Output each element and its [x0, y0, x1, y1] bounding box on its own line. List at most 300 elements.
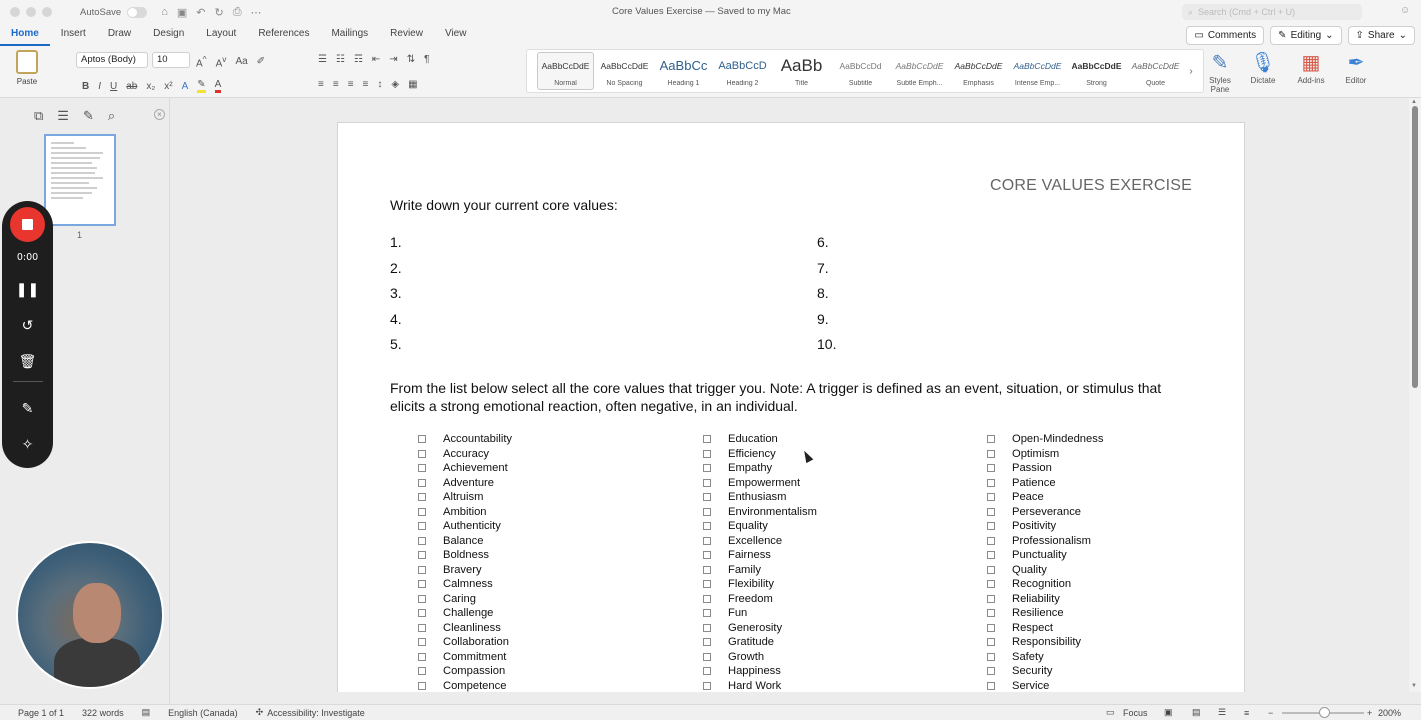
value-label: Altruism: [443, 491, 484, 504]
tab-references[interactable]: References: [258, 28, 310, 39]
draw-pen-icon[interactable]: ✎: [21, 400, 34, 416]
value-label: Positivity: [1012, 520, 1057, 533]
more-icon[interactable]: ⋯: [250, 6, 262, 19]
value-label: Compassion: [443, 665, 506, 678]
value-row: [987, 461, 1103, 476]
value-row: [418, 461, 512, 476]
search-placeholder: Search (Cmd + Ctrl + U): [1198, 7, 1296, 17]
value-checkbox[interactable]: [987, 537, 995, 545]
draft-view-icon[interactable]: ≡: [1244, 707, 1250, 718]
value-row: [418, 664, 512, 679]
value-row: [703, 621, 817, 636]
zoom-level[interactable]: 200%: [1378, 707, 1402, 718]
comments-button[interactable]: [1186, 26, 1264, 45]
list-number: 2.: [390, 259, 402, 276]
value-row: [418, 519, 512, 534]
bullets-icon[interactable]: ☰: [318, 54, 327, 65]
value-checkbox[interactable]: [703, 653, 711, 661]
value-checkbox[interactable]: [418, 537, 426, 545]
home-icon[interactable]: ⌂: [161, 5, 168, 18]
style-name: Intense Emp...: [1014, 80, 1061, 87]
value-label: Freedom: [728, 592, 773, 605]
value-row: [987, 563, 1103, 578]
value-row: [418, 534, 512, 549]
value-checkbox[interactable]: [987, 508, 995, 516]
style-heading-1[interactable]: [655, 52, 712, 90]
value-row: [987, 519, 1103, 534]
search-field[interactable]: [1182, 4, 1362, 20]
font-size-select[interactable]: 10: [152, 52, 190, 68]
editor-icon: ✒: [1347, 52, 1365, 74]
tab-view[interactable]: View: [444, 28, 467, 39]
value-row: [703, 505, 817, 520]
notes-icon[interactable]: ✎: [82, 108, 94, 123]
value-checkbox[interactable]: [418, 450, 426, 458]
style-heading-2[interactable]: [714, 52, 771, 90]
value-checkbox[interactable]: [987, 435, 995, 443]
search-icon[interactable]: ⌕: [107, 108, 116, 123]
value-checkbox[interactable]: [418, 667, 426, 675]
value-label: Open-Mindedness: [1012, 433, 1104, 446]
screen-recorder-toolbar: [2, 201, 53, 468]
style-normal[interactable]: [537, 52, 594, 90]
value-row: [418, 606, 512, 621]
style-preview: AaBbCcDdE: [600, 61, 649, 71]
value-checkbox[interactable]: [418, 551, 426, 559]
focus-mode[interactable]: Focus: [1123, 707, 1148, 718]
chevron-down-icon: ⌄: [1398, 30, 1407, 41]
value-row: [987, 606, 1103, 621]
document-heading: CORE VALUES EXERCISE: [990, 177, 1192, 194]
value-checkbox[interactable]: [987, 624, 995, 632]
undo-icon[interactable]: ↶: [196, 6, 206, 19]
borders-icon[interactable]: ▦: [408, 79, 418, 90]
value-checkbox[interactable]: [418, 638, 426, 646]
value-checkbox[interactable]: [418, 682, 426, 690]
trigger-prompt: From the list below select all the core values that trigger you. Note: A trigger is defined as an event, situation, or stimulus that elicits a strong emotional reaction, often negative, in an individual.: [390, 380, 1162, 414]
text-effects-icon[interactable]: A: [181, 80, 189, 92]
editing-mode-button[interactable]: [1270, 26, 1341, 45]
value-row: [987, 664, 1103, 679]
ribbon-tabs: [0, 24, 1421, 46]
minimize-window-icon[interactable]: [26, 7, 36, 17]
style-emphasis[interactable]: [950, 52, 1007, 90]
scroll-thumb[interactable]: [1412, 106, 1418, 388]
value-checkbox[interactable]: [703, 566, 711, 574]
value-checkbox[interactable]: [703, 667, 711, 675]
styles-pane-label: Styles Pane: [1209, 76, 1231, 94]
style-preview: AaBbCc: [659, 58, 708, 73]
tab-design[interactable]: Design: [153, 28, 185, 39]
value-checkbox[interactable]: [418, 609, 426, 617]
gallery-more-icon[interactable]: ›: [1189, 65, 1193, 77]
value-checkbox[interactable]: [987, 638, 995, 646]
value-checkbox[interactable]: [703, 435, 711, 443]
value-checkbox[interactable]: [987, 479, 995, 487]
document-canvas[interactable]: [171, 98, 1409, 692]
delete-icon[interactable]: 🗑: [18, 353, 37, 369]
value-row: [418, 563, 512, 578]
page-thumbnail[interactable]: [44, 134, 116, 226]
print-icon[interactable]: ⎙: [232, 5, 242, 18]
italic-icon[interactable]: I: [98, 80, 102, 92]
dictate-label: Dictate: [1250, 76, 1276, 85]
value-label: Reliability: [1012, 592, 1060, 605]
underline-icon[interactable]: U: [110, 80, 118, 92]
vertical-scrollbar[interactable]: [1409, 98, 1421, 692]
value-label: Growth: [728, 650, 765, 663]
ribbon: [0, 46, 1421, 98]
outline-icon[interactable]: ☰: [57, 108, 69, 123]
style-subtitle[interactable]: [832, 52, 889, 90]
value-checkbox[interactable]: [987, 580, 995, 588]
style-strong[interactable]: [1068, 52, 1125, 90]
value-label: Accountability: [443, 433, 513, 446]
value-row: [987, 447, 1103, 462]
value-label: Competence: [443, 679, 507, 692]
value-label: Passion: [1012, 462, 1052, 475]
value-checkbox[interactable]: [703, 682, 711, 690]
value-row: [418, 635, 512, 650]
value-label: Accuracy: [443, 447, 490, 460]
value-label: Service: [1012, 679, 1050, 692]
value-row: [418, 505, 512, 520]
value-checkbox[interactable]: [703, 551, 711, 559]
paste-label: Paste: [16, 77, 38, 86]
comments-label: Comments: [1207, 30, 1257, 41]
value-row: [418, 679, 512, 693]
focus-icon: ▭: [1106, 707, 1115, 717]
dictate-button[interactable]: [1243, 50, 1283, 85]
print-layout-icon[interactable]: ▣: [1164, 707, 1173, 717]
list-number: 4.: [390, 310, 402, 327]
style-preview: AaBb: [780, 56, 823, 75]
pencil-icon: ✎: [1278, 30, 1287, 41]
value-row: [418, 447, 512, 462]
paste-button[interactable]: [10, 50, 44, 86]
value-label: Hard Work: [728, 679, 782, 692]
list-number: 10.: [817, 336, 837, 353]
value-checkbox[interactable]: [987, 667, 995, 675]
value-checkbox[interactable]: [987, 450, 995, 458]
value-checkbox[interactable]: [987, 493, 995, 501]
list-number: 9.: [817, 310, 829, 327]
numbering-icon[interactable]: ☷: [335, 54, 345, 65]
webcam-overlay: [16, 541, 164, 689]
clear-formatting-icon[interactable]: ✐: [256, 56, 266, 68]
value-row: [987, 490, 1103, 505]
autosave-toggle[interactable]: [127, 7, 147, 18]
justify-icon[interactable]: ≡: [362, 79, 369, 90]
styles-gallery: [526, 49, 1204, 93]
style-preview: AaBbCcDdE: [895, 61, 944, 71]
value-checkbox[interactable]: [418, 595, 426, 603]
style-subtle-emphasis[interactable]: [891, 52, 948, 90]
pilcrow-icon[interactable]: ¶: [424, 54, 430, 65]
font-name-select[interactable]: Aptos (Body): [76, 52, 148, 68]
accessibility-icon: ✣: [255, 707, 264, 717]
value-row: [418, 650, 512, 665]
value-checkbox[interactable]: [703, 522, 711, 530]
close-window-icon[interactable]: [10, 7, 20, 17]
values-column-1: [418, 432, 512, 692]
value-row: [703, 432, 817, 447]
multilevel-list-icon[interactable]: ☶: [353, 54, 363, 65]
value-checkbox[interactable]: [418, 580, 426, 588]
tab-layout[interactable]: Layout: [206, 28, 237, 39]
value-checkbox[interactable]: [418, 566, 426, 574]
redo-icon[interactable]: ↻: [214, 6, 224, 19]
decrease-indent-icon[interactable]: ⇤: [371, 54, 381, 65]
add-ins-icon: ▦: [1301, 52, 1321, 74]
value-row: [987, 635, 1103, 650]
value-checkbox[interactable]: [987, 566, 995, 574]
tab-draw[interactable]: Draw: [107, 28, 132, 39]
value-label: Enthusiasm: [728, 491, 787, 504]
value-label: Flexibility: [728, 578, 775, 591]
value-row: [987, 621, 1103, 636]
zoom-slider-knob[interactable]: [1319, 707, 1330, 718]
scroll-down-icon[interactable]: ▼: [1411, 683, 1417, 689]
styles-pane-button[interactable]: [1200, 50, 1240, 94]
value-label: Gratitude: [728, 636, 775, 649]
value-row: [703, 447, 817, 462]
clipboard-icon: [16, 50, 38, 74]
list-number: 3.: [390, 285, 402, 302]
comment-icon: ▭: [1194, 30, 1204, 41]
value-row: [987, 577, 1103, 592]
highlight-icon[interactable]: ✎: [197, 79, 205, 93]
microphone-icon: 🎙: [1250, 52, 1276, 74]
value-checkbox[interactable]: [703, 537, 711, 545]
stop-icon: [22, 219, 33, 230]
status-bar: [0, 704, 1421, 720]
values-column-2: [703, 432, 817, 692]
value-row: [418, 490, 512, 505]
language[interactable]: English (Canada): [168, 707, 238, 718]
value-row: [418, 577, 512, 592]
value-label: Security: [1012, 665, 1053, 678]
value-checkbox[interactable]: [703, 609, 711, 617]
web-layout-icon[interactable]: ▤: [1192, 707, 1201, 717]
value-label: Safety: [1012, 650, 1044, 663]
list-number: 8.: [817, 285, 829, 302]
value-checkbox[interactable]: [987, 464, 995, 472]
current-values-prompt: Write down your current core values:: [390, 197, 618, 213]
style-name: Title: [795, 80, 808, 87]
value-row: [987, 592, 1103, 607]
value-label: Efficiency: [728, 447, 776, 460]
values-column-3: [987, 432, 1103, 692]
value-checkbox[interactable]: [703, 624, 711, 632]
value-label: Resilience: [1012, 607, 1064, 620]
shrink-font-icon[interactable]: $A^v$: [215, 54, 227, 70]
grow-font-icon[interactable]: A^: [196, 54, 207, 70]
autosave-control[interactable]: [80, 7, 147, 18]
value-checkbox[interactable]: [703, 450, 711, 458]
value-checkbox[interactable]: [703, 508, 711, 516]
value-checkbox[interactable]: [987, 595, 995, 603]
style-name: Subtitle: [848, 80, 873, 87]
window-controls[interactable]: [10, 7, 52, 17]
close-pane-icon[interactable]: ×: [154, 109, 165, 120]
restart-icon[interactable]: ↺: [21, 317, 34, 333]
value-label: Empowerment: [728, 476, 801, 489]
document-title[interactable]: Core Values Exercise — Saved to my Mac: [612, 6, 791, 17]
value-checkbox[interactable]: [703, 493, 711, 501]
value-checkbox[interactable]: [418, 653, 426, 661]
value-checkbox[interactable]: [418, 479, 426, 487]
value-row: [987, 534, 1103, 549]
align-right-icon[interactable]: ≡: [347, 79, 354, 90]
value-label: Perseverance: [1012, 505, 1082, 518]
strikethrough-icon[interactable]: ab: [126, 80, 138, 92]
style-name: Strong: [1086, 80, 1107, 87]
list-number: 6.: [817, 234, 829, 250]
style-quote[interactable]: [1127, 52, 1184, 90]
zoom-out-icon[interactable]: −: [1268, 707, 1274, 718]
style-intense-emphasis[interactable]: [1009, 52, 1066, 90]
style-name: Heading 2: [726, 80, 759, 87]
value-checkbox[interactable]: [418, 464, 426, 472]
value-label: Boldness: [443, 549, 490, 562]
value-row: [418, 548, 512, 563]
value-row: [703, 563, 817, 578]
zoom-window-icon[interactable]: [42, 7, 52, 17]
style-name: Emphasis: [963, 80, 994, 87]
tab-insert[interactable]: Insert: [60, 28, 86, 39]
save-icon[interactable]: ▣: [176, 6, 188, 19]
value-row: [703, 461, 817, 476]
align-left-icon[interactable]: ≡: [318, 79, 324, 90]
value-label: Commitment: [443, 650, 507, 663]
editor-label: Editor: [1345, 76, 1367, 85]
value-row: [703, 519, 817, 534]
value-checkbox[interactable]: [703, 580, 711, 588]
effects-wand-icon[interactable]: ✧: [21, 436, 34, 452]
editor-button[interactable]: [1336, 50, 1376, 85]
title-bar: [0, 0, 1421, 24]
style-name: Quote: [1145, 80, 1166, 87]
value-checkbox[interactable]: [987, 551, 995, 559]
value-label: Fun: [728, 607, 748, 620]
value-row: [418, 621, 512, 636]
value-label: Happiness: [728, 665, 781, 678]
thumbnail-page-number: 1: [77, 230, 83, 240]
outline-view-icon[interactable]: ☰: [1218, 707, 1227, 717]
tab-review[interactable]: Review: [390, 28, 423, 39]
value-row: [703, 606, 817, 621]
style-preview: AaBbCcDdE: [1013, 61, 1062, 71]
document-page[interactable]: [337, 122, 1245, 692]
share-button[interactable]: [1348, 26, 1415, 45]
value-label: Patience: [1012, 476, 1056, 489]
value-checkbox[interactable]: [987, 609, 995, 617]
subscript-icon[interactable]: x₂: [146, 80, 156, 92]
value-label: Balance: [443, 534, 484, 547]
page-count[interactable]: Page 1 of 1: [18, 707, 65, 718]
value-label: Achievement: [443, 462, 508, 475]
line-spacing-icon[interactable]: ↕: [377, 79, 383, 90]
value-label: Empathy: [728, 462, 773, 475]
thumbnails-icon[interactable]: ⧉: [34, 108, 44, 123]
add-ins-button[interactable]: [1291, 50, 1331, 85]
value-row: [987, 476, 1103, 491]
value-checkbox[interactable]: [703, 479, 711, 487]
font-color-icon[interactable]: A: [215, 79, 222, 93]
scroll-up-icon[interactable]: ▲: [1411, 99, 1417, 105]
value-checkbox[interactable]: [703, 595, 711, 603]
superscript-icon[interactable]: x²: [164, 80, 173, 92]
align-center-icon[interactable]: ≡: [332, 79, 339, 90]
value-row: [703, 476, 817, 491]
value-label: Challenge: [443, 607, 494, 620]
value-label: Collaboration: [443, 636, 509, 649]
value-label: Optimism: [1012, 447, 1060, 460]
value-row: [987, 679, 1103, 693]
value-checkbox[interactable]: [418, 493, 426, 501]
recording-timer: 0:00: [16, 252, 39, 263]
value-label: Environmentalism: [728, 505, 817, 518]
value-label: Generosity: [728, 621, 783, 634]
style-preview: AaBbCcDdE: [1131, 61, 1180, 71]
stop-recording-button[interactable]: [10, 207, 45, 242]
style-title[interactable]: [773, 52, 830, 90]
shading-icon[interactable]: ◈: [391, 79, 400, 90]
value-row: [703, 577, 817, 592]
account-icon[interactable]: ☺: [1400, 5, 1411, 16]
value-checkbox[interactable]: [987, 522, 995, 530]
value-checkbox[interactable]: [418, 522, 426, 530]
word-count[interactable]: 322 words: [82, 707, 124, 718]
value-checkbox[interactable]: [987, 682, 995, 690]
value-label: Equality: [728, 520, 768, 533]
numbered-list-left: [390, 232, 402, 360]
sort-icon[interactable]: ⇅: [406, 54, 416, 65]
value-checkbox[interactable]: [418, 435, 426, 443]
tab-home[interactable]: Home: [0, 24, 50, 46]
zoom-in-icon[interactable]: +: [1367, 707, 1373, 718]
value-checkbox[interactable]: [987, 653, 995, 661]
value-label: Punctuality: [1012, 549, 1067, 562]
bold-icon[interactable]: B: [82, 80, 90, 92]
value-checkbox[interactable]: [418, 508, 426, 516]
pause-icon[interactable]: ❚❚: [15, 281, 40, 297]
style-preview: AaBbCcD: [718, 60, 767, 72]
proofing-icon[interactable]: ▤: [141, 707, 151, 717]
value-label: Calmness: [443, 578, 493, 591]
value-row: [987, 650, 1103, 665]
style-name: Normal: [554, 80, 577, 87]
value-label: Ambition: [443, 505, 487, 518]
value-row: [703, 490, 817, 505]
value-checkbox[interactable]: [703, 464, 711, 472]
style-no-spacing[interactable]: [596, 52, 653, 90]
value-checkbox[interactable]: [418, 624, 426, 632]
accessibility-status[interactable]: Accessibility: Investigate: [267, 707, 365, 718]
tab-mailings[interactable]: Mailings: [331, 28, 369, 39]
change-case-icon[interactable]: Aa: [235, 56, 248, 68]
value-label: Cleanliness: [443, 621, 501, 634]
value-label: Adventure: [443, 476, 494, 489]
value-checkbox[interactable]: [703, 638, 711, 646]
value-row: [987, 505, 1103, 520]
value-row: [418, 476, 512, 491]
numbered-list-right: [817, 232, 836, 360]
value-label: Respect: [1012, 621, 1054, 634]
value-label: Authenticity: [443, 520, 501, 533]
increase-indent-icon[interactable]: ⇥: [389, 54, 398, 65]
